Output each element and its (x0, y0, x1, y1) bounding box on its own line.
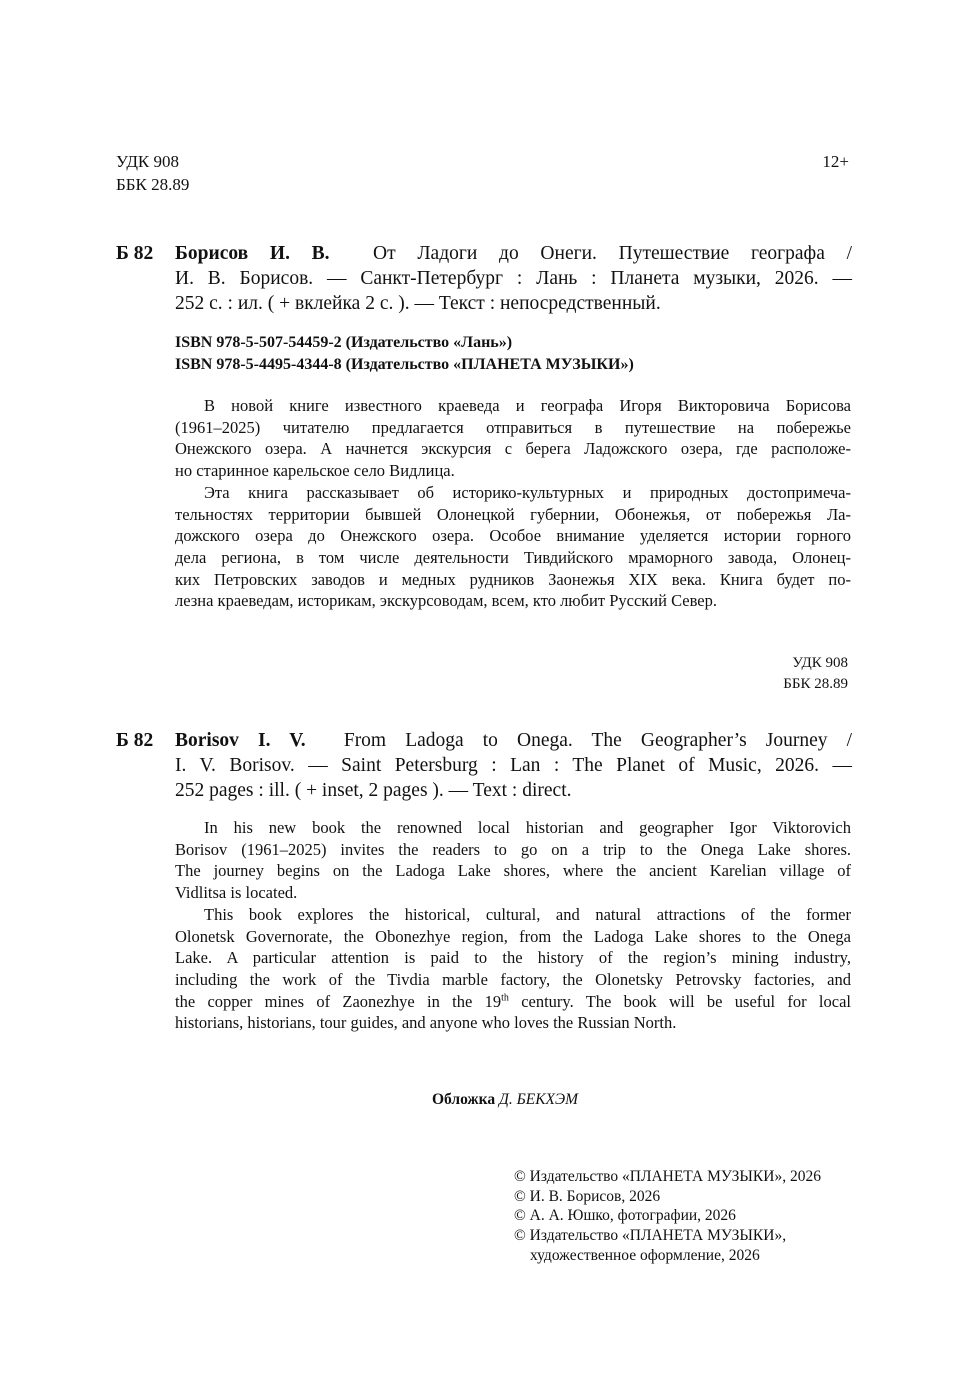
cover-label: Обложка (431, 1091, 496, 1108)
entry-author: Борисов И. В. (175, 243, 330, 264)
classification-block-right (783, 653, 848, 695)
abstract-line: including the work of the Tivdia marble factory, the Olonetsky Petrovsky factories, and (175, 969, 851, 989)
isbn-lan: ISBN 978-5-507-54459-2 (Издательство «Лань») (175, 334, 513, 351)
entry-line: I. V. Borisov. — Saint Petersburg : Lan : The Planet of Music, 2026. — (175, 755, 852, 776)
isbn-block (175, 332, 634, 376)
abstract-paragraph (175, 817, 851, 904)
abstract-line: This book explores the historical, cultural, and natural attractions of the former (204, 904, 851, 924)
isbn-planeta: ISBN 978-5-4495-4344-8 (Издательство «ПЛАНЕТА МУЗЫКИ») (175, 356, 634, 373)
superscript: th (501, 992, 509, 1004)
abstract-fragment: the copper mines of Zaonezhye in the 19 (175, 991, 502, 1011)
author-mark: Б 82 (116, 730, 154, 751)
abstract-line: дожского озера до Онежского озера. Особое внимание уделяется истории горного (175, 526, 851, 546)
udk-code: УДК 908 (116, 152, 180, 171)
bbk-code: ББК 28.89 (783, 676, 848, 692)
entry-title: От Ладоги до Онеги. Путешествие географа / (373, 243, 852, 264)
age-rating: 12+ (822, 152, 849, 171)
abstract-ru (175, 395, 851, 612)
abstract-fragment: century. The book will be useful for local (508, 991, 851, 1011)
abstract-line: In his new book the renowned local historian and geographer Igor Viktorovich (204, 818, 851, 837)
bbk-code: ББК 28.89 (116, 175, 190, 194)
abstract-line: но старинное карельское село Видлица. (175, 461, 455, 481)
abstract-line: historians, historians, tour guides, and anyone who loves the Russian North. (175, 1013, 677, 1033)
abstract-line: дела региона, в том числе деятельности Тивдийского мраморного завода, Олонец- (175, 547, 851, 567)
author-mark: Б 82 (116, 243, 154, 264)
bibliographic-entry-en (116, 728, 852, 803)
abstract-line: ких Петровских заводов и медных рудников Заонежья XIX века. Книга будет по- (175, 569, 851, 589)
abstract-paragraph (175, 395, 851, 482)
abstract-line: Vidlitsa is located. (175, 883, 298, 903)
classification-block (116, 150, 189, 196)
copyright-line: © И. В. Борисов, 2026 (514, 1187, 661, 1205)
abstract-line: лезна краеведам, историкам, экскурсоводам, всем, кто любит Русский Север. (175, 591, 717, 611)
abstract-line: В новой книге известного краеведа и географа Игоря Викторовича Борисова (204, 396, 851, 415)
abstract-paragraph (175, 904, 851, 1034)
entry-text (175, 241, 852, 316)
abstract-line: Borisov (1961–2025) invites the readers to go on a trip to the Onega Lake shores. (175, 839, 851, 859)
entry-line: И. В. Борисов. — Санкт-Петербург : Лань : Планета музыки, 2026. — (175, 268, 852, 289)
abstract-line: Онежского озера. А начнется экскурсия с берега Ладожского озера, где расположе- (175, 439, 851, 459)
entry-author: Borisov I. V. (175, 730, 306, 751)
entry-title: From Ladoga to Onega. The Geographer’s Journey / (343, 730, 853, 751)
entry-line (175, 241, 852, 266)
abstract-line: Olonetsk Governorate, the Obonezhye region, from the Ladoga Lake shores to the Onega (175, 926, 851, 946)
entry-line (175, 728, 852, 753)
abstract-line: (1961–2025) читателю предлагается отправиться в путешествие на побережье (175, 417, 851, 437)
cover-artist: Д. БЕКХЭМ (499, 1091, 579, 1108)
abstract-line: The journey begins on the Ladoga Lake shores, where the ancient Karelian village of (175, 861, 851, 881)
entry-text (175, 728, 852, 803)
abstract-paragraph (175, 482, 851, 612)
copyright-line: © Издательство «ПЛАНЕТА МУЗЫКИ», 2026 (514, 1168, 821, 1185)
abstract-line (175, 991, 851, 1013)
udk-code: УДК 908 (792, 655, 848, 671)
abstract-line: тельностях территории бывшей Олонецкой губернии, Обонежья, от побережья Ла- (175, 504, 851, 524)
entry-line: 252 pages : ill. ( + inset, 2 pages ). — Text : direct. (175, 780, 572, 801)
copyright-line: художественное оформление, 2026 (530, 1246, 760, 1264)
abstract-line: Эта книга рассказывает об историко-культурных и природных достопримеча- (204, 482, 851, 502)
abstract-line: Lake. A particular attention is paid to the history of the region’s mining industry, (175, 948, 851, 968)
cover-credit (0, 1089, 975, 1110)
copyright-block (514, 1167, 821, 1266)
entry-line: 252 с. : ил. ( + вклейка 2 с. ). — Текст : непосредственный. (175, 293, 661, 314)
copyright-line: © Издательство «ПЛАНЕТА МУЗЫКИ», (514, 1227, 787, 1245)
abstract-en (175, 817, 851, 1034)
copyright-line: © А. А. Юшко, фотографии, 2026 (514, 1207, 736, 1225)
bibliographic-entry-ru (116, 241, 852, 316)
